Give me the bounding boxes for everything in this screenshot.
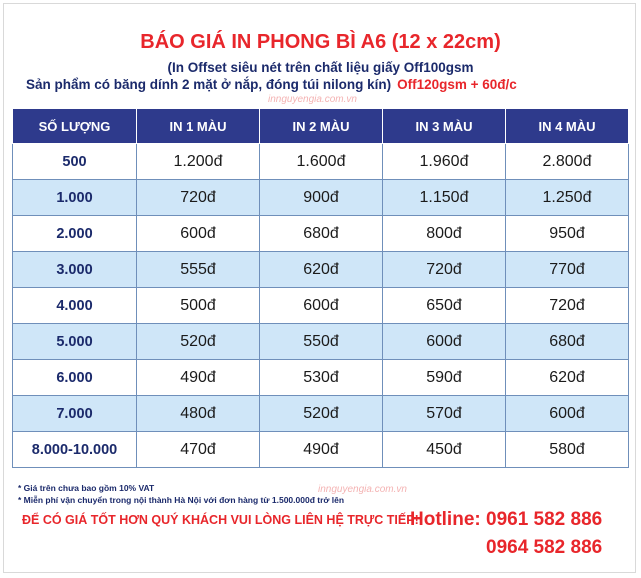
quantity-cell: 6.000 xyxy=(13,360,137,396)
price-cell: 1.200đ xyxy=(137,144,260,180)
price-cell: 950đ xyxy=(506,216,629,252)
table-row xyxy=(13,288,629,324)
table-row xyxy=(13,144,629,180)
note-vat: * Giá trên chưa bao gồm 10% VAT xyxy=(18,483,155,493)
watermark-bottom: innguyengia.com.vn xyxy=(318,484,407,495)
price-cell: 490đ xyxy=(260,432,383,468)
table-row xyxy=(13,360,629,396)
hotline-number-2[interactable]: 0964 582 886 xyxy=(486,537,603,558)
header-quantity: SỐ LƯỢNG xyxy=(13,109,137,144)
price-cell: 555đ xyxy=(137,252,260,288)
price-cell: 1.250đ xyxy=(506,180,629,216)
watermark-top: innguyengia.com.vn xyxy=(268,94,357,105)
price-cell: 620đ xyxy=(260,252,383,288)
quantity-cell: 5.000 xyxy=(13,324,137,360)
price-cell: 900đ xyxy=(260,180,383,216)
quantity-cell: 3.000 xyxy=(13,252,137,288)
price-cell: 720đ xyxy=(506,288,629,324)
quantity-cell: 2.000 xyxy=(13,216,137,252)
price-cell: 800đ xyxy=(383,216,506,252)
quantity-cell: 1.000 xyxy=(13,180,137,216)
hotline-label: Hotline: xyxy=(410,509,481,530)
note-shipping: * Miễn phí vận chuyển trong nội thành Hà Nội với đơn hàng từ 1.500.000đ trở lên xyxy=(18,495,345,505)
price-cell: 1.150đ xyxy=(383,180,506,216)
price-table xyxy=(12,108,629,468)
subtitle-line-1: (In Offset siêu nét trên chất liệu giấy Off100gsm xyxy=(167,60,474,75)
price-cell: 1.960đ xyxy=(383,144,506,180)
price-cell: 680đ xyxy=(260,216,383,252)
table-header-row xyxy=(13,109,629,144)
table-row xyxy=(13,324,629,360)
price-cell: 600đ xyxy=(260,288,383,324)
subtitle-line-2 xyxy=(26,77,641,93)
table-row xyxy=(13,216,629,252)
price-cell: 600đ xyxy=(506,396,629,432)
price-cell: 600đ xyxy=(383,324,506,360)
price-cell: 770đ xyxy=(506,252,629,288)
table-row xyxy=(13,432,629,468)
header-1-color: IN 1 MÀU xyxy=(137,109,260,144)
page-title: BÁO GIÁ IN PHONG BÌ A6 (12 x 22cm) xyxy=(140,31,501,53)
table-row xyxy=(13,252,629,288)
price-cell: 580đ xyxy=(506,432,629,468)
price-cell: 450đ xyxy=(383,432,506,468)
price-cell: 1.600đ xyxy=(260,144,383,180)
price-cell: 680đ xyxy=(506,324,629,360)
price-cell: 570đ xyxy=(383,396,506,432)
price-cell: 520đ xyxy=(137,324,260,360)
price-cell: 720đ xyxy=(383,252,506,288)
quantity-cell: 7.000 xyxy=(13,396,137,432)
call-to-action: ĐỂ CÓ GIÁ TỐT HƠN QUÝ KHÁCH VUI LÒNG LIÊN HỆ TRỰC TIẾP! xyxy=(22,513,419,527)
price-cell: 480đ xyxy=(137,396,260,432)
quantity-cell: 500 xyxy=(13,144,137,180)
table-row xyxy=(13,180,629,216)
price-cell: 530đ xyxy=(260,360,383,396)
header-3-color: IN 3 MÀU xyxy=(383,109,506,144)
hotline-number-1[interactable]: 0961 582 886 xyxy=(486,509,603,530)
price-cell: 720đ xyxy=(137,180,260,216)
price-cell: 590đ xyxy=(383,360,506,396)
price-cell: 650đ xyxy=(383,288,506,324)
upgrade-note: Off120gsm + 60đ/c xyxy=(397,77,517,92)
notes xyxy=(18,482,344,506)
price-cell: 550đ xyxy=(260,324,383,360)
table-row xyxy=(13,396,629,432)
quantity-cell: 8.000-10.000 xyxy=(13,432,137,468)
price-cell: 500đ xyxy=(137,288,260,324)
subtitle-line-2-text: Sản phẩm có băng dính 2 mặt ở nắp, đóng túi nilong kín) xyxy=(26,77,392,92)
price-cell: 2.800đ xyxy=(506,144,629,180)
price-cell: 600đ xyxy=(137,216,260,252)
price-cell: 490đ xyxy=(137,360,260,396)
price-cell: 470đ xyxy=(137,432,260,468)
hotline-primary xyxy=(410,508,602,532)
price-cell: 520đ xyxy=(260,396,383,432)
price-cell: 620đ xyxy=(506,360,629,396)
header-4-color: IN 4 MÀU xyxy=(506,109,629,144)
quantity-cell: 4.000 xyxy=(13,288,137,324)
header-2-color: IN 2 MÀU xyxy=(260,109,383,144)
